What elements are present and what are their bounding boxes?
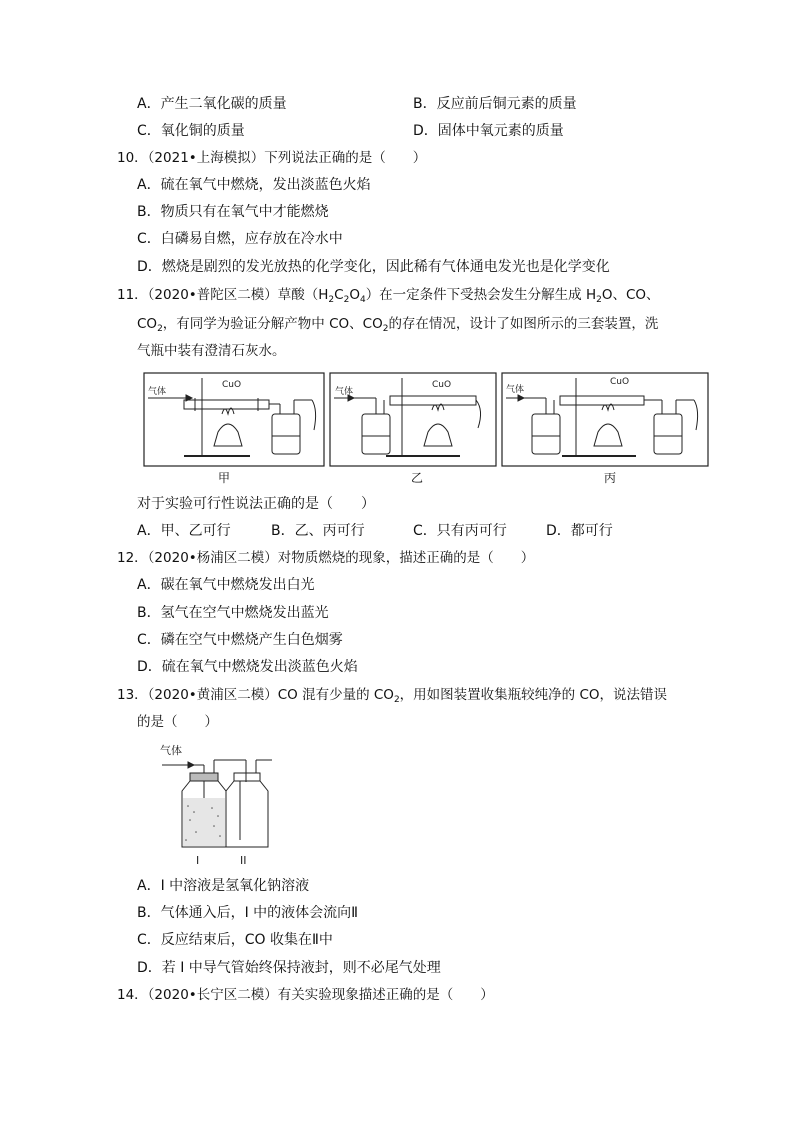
panel-bing-frame (502, 373, 708, 466)
q13-option-d: D．若 I 中导气管始终保持液封，则不必尾气处理 (137, 960, 441, 976)
q9-option-a: A．产生二氧化碳的质量 (137, 96, 287, 112)
q13-label-2: II (240, 854, 247, 867)
q9-option-d: D．固体中氧元素的质量 (413, 123, 564, 139)
q13-gas-label: 气体 (160, 744, 182, 757)
q13-stem-line1: 13．（2020•黄浦区二模）CO 混有少量的 $CO_2$，用如图装置收集瓶较纯净的 CO，说法错误 (117, 687, 668, 705)
q13-label-1: I (196, 854, 200, 867)
q10-option-b: B．物质只有在氧气中才能燃烧 (137, 204, 329, 220)
panel-yi-frame (330, 373, 496, 466)
panel-jia-cuo-label: CuO (222, 380, 242, 390)
q9-option-c: C．氧化铜的质量 (137, 123, 245, 139)
panel-yi-cuo-label: CuO (432, 380, 452, 390)
q10-stem: 10．（2021•上海模拟）下列说法正确的是（ ） (117, 150, 427, 166)
q11-option-b: B．乙、丙可行 (271, 523, 365, 539)
q13-apparatus-figure (160, 740, 290, 870)
q11-option-c: C．只有丙可行 (413, 523, 507, 539)
q10-option-c: C．白磷易自燃，应存放在冷水中 (137, 231, 343, 247)
q13-option-c: C．反应结束后，CO 收集在Ⅱ中 (137, 932, 333, 948)
fig-label-bing: 丙 (603, 471, 616, 485)
q12-option-a: A．碳在氧气中燃烧发出白光 (137, 577, 315, 593)
q12-stem: 12．（2020•杨浦区二模）对物质燃烧的现象，描述正确的是（ ） (117, 550, 535, 566)
q11-option-d: D．都可行 (546, 523, 613, 539)
panel-bing-cuo-label: CuO (610, 377, 630, 387)
q12-option-c: C．磷在空气中燃烧产生白色烟雾 (137, 632, 343, 648)
q11-option-a: A．甲、乙可行 (137, 523, 231, 539)
q11-stem-line3: 气瓶中装有澄清石灰水。 (137, 343, 286, 359)
panel-yi-gas-label: 气体 (335, 387, 354, 397)
q12-option-d: D．硫在氧气中燃烧发出淡蓝色火焰 (137, 659, 358, 675)
q14-stem: 14．（2020•长宁区二模）有关实验现象描述正确的是（ ） (117, 987, 494, 1003)
q11-apparatus-figure (140, 370, 712, 470)
panel-jia-gas-label: 气体 (148, 387, 167, 397)
q11-question: 对于实验可行性说法正确的是（ ） (137, 496, 375, 512)
q11-stem-line1: 11．（2020•普陀区二模）草酸$(H_2C_2O_4)$在一定条件下受热会发生分解生成 $H_2O$、CO、 (117, 287, 660, 305)
q13-option-a: A．I 中溶液是氢氧化钠溶液 (137, 878, 310, 894)
q11-stem-line2: $CO_2$，有同学为验证分解产物中 CO、$CO_2$的存在情况，设计了如图所示的三套装置，洗 (137, 316, 659, 334)
q10-option-d: D．燃烧是剧烈的发光放热的化学变化，因此稀有气体通电发光也是化学变化 (137, 259, 610, 275)
panel-bing-gas-label: 气体 (506, 385, 525, 395)
fig-label-yi: 乙 (410, 471, 423, 485)
q9-option-b: B．反应前后铜元素的质量 (413, 96, 577, 112)
q13-option-b: B．气体通入后，I 中的液体会流向Ⅱ (137, 905, 359, 921)
q10-option-a: A．硫在氧气中燃烧，发出淡蓝色火焰 (137, 177, 371, 193)
q12-option-b: B．氢气在空气中燃烧发出蓝光 (137, 605, 329, 621)
fig-label-jia: 甲 (217, 471, 230, 485)
q13-stem-line2: 的是（ ） (137, 714, 218, 730)
